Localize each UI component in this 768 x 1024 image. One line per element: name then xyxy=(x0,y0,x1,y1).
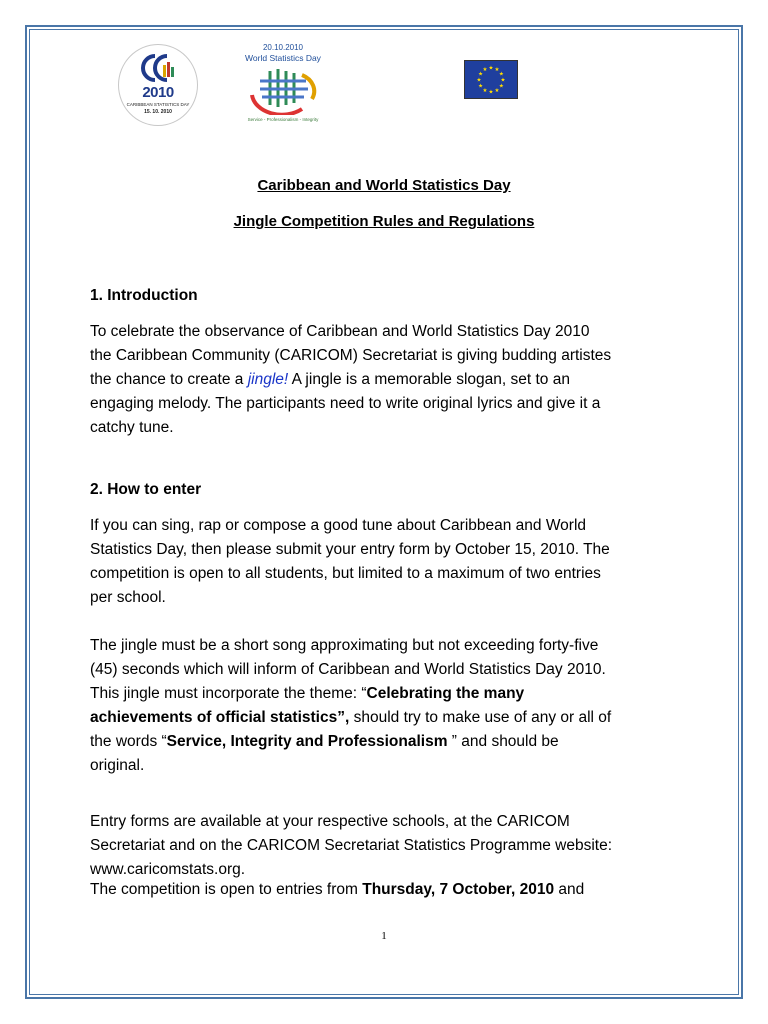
text-run: A jingle is a memorable slogan, set to an xyxy=(288,371,570,388)
paragraph-line: Statistics Day, then please submit your entry form by October 15, 2010. The xyxy=(90,541,610,558)
text-run: the words “ xyxy=(90,733,167,750)
paragraph-line: Secretariat and on the CARICOM Secretariat Statistics Programme website: xyxy=(90,837,613,854)
start-date-bold-text: Thursday, 7 October, 2010 xyxy=(362,881,555,898)
introduction-paragraph xyxy=(90,320,700,440)
paragraph-line: catchy tune. xyxy=(90,419,174,436)
document-subtitle: Jingle Competition Rules and Regulations xyxy=(233,213,535,230)
eu-star-icon: ★ xyxy=(488,65,494,72)
paragraph-line: competition is open to all students, but limited to a maximum of two entries xyxy=(90,565,601,582)
how-to-enter-paragraph-1 xyxy=(90,514,700,610)
wsd-logo-motto: Service - Professionalism - Integrity xyxy=(247,117,319,122)
how-to-enter-paragraph-2 xyxy=(90,634,700,778)
caricom-statistics-day-logo xyxy=(118,44,198,126)
theme-bold-text: achievements of official statistics”, xyxy=(90,709,350,726)
text-run: The competition is open to entries from xyxy=(90,881,363,898)
theme-bold-text: Celebrating the many xyxy=(366,685,525,702)
section-heading-introduction: 1. Introduction xyxy=(90,287,198,304)
cc-monogram-icon xyxy=(141,53,177,83)
paragraph-line xyxy=(90,878,700,902)
how-to-enter-paragraph-4 xyxy=(90,878,700,902)
paragraph-line: The jingle must be a short song approximating but not exceeding forty-five xyxy=(90,637,599,654)
text-run: the chance to create a xyxy=(90,371,248,388)
eu-star-icon: ★ xyxy=(478,71,484,78)
text-run: ” and should be xyxy=(447,733,559,750)
paragraph-line: If you can sing, rap or compose a good tune about Caribbean and World xyxy=(90,517,587,534)
keywords-bold-text: Service, Integrity and Professionalism xyxy=(166,733,448,750)
jingle-emphasis: jingle! xyxy=(247,371,289,388)
paragraph-line: the Caribbean Community (CARICOM) Secretariat is giving budding artistes xyxy=(90,347,612,364)
wsd-logo-date: 20.10.2010 xyxy=(262,43,304,52)
paragraph-line xyxy=(90,730,700,754)
text-run: and xyxy=(554,881,585,898)
wsd-emblem-icon xyxy=(242,65,324,115)
paragraph-line xyxy=(90,706,700,730)
paragraph-line: (45) seconds which will inform of Caribbean and World Statistics Day 2010. xyxy=(90,661,606,678)
how-to-enter-paragraph-3 xyxy=(90,810,700,882)
section-heading-how-to-enter: 2. How to enter xyxy=(90,481,202,498)
eu-star-icon: ★ xyxy=(494,87,500,94)
caricom-logo-subtitle: CARIBBEAN STATISTICS DAY xyxy=(126,102,190,107)
paragraph-line: per school. xyxy=(90,589,166,606)
paragraph-line: Entry forms are available at your respective schools, at the CARICOM xyxy=(90,813,570,830)
paragraph-line: www.caricomstats.org. xyxy=(90,861,246,878)
page-number: 1 xyxy=(381,930,387,942)
eu-star-icon: ★ xyxy=(498,71,504,78)
eu-star-icon: ★ xyxy=(482,87,488,94)
caricom-logo-date: 15. 10. 2010 xyxy=(144,109,172,115)
eu-star-icon: ★ xyxy=(478,83,484,90)
eu-star-icon: ★ xyxy=(494,67,500,74)
eu-flag-icon xyxy=(464,60,518,99)
document-title: Caribbean and World Statistics Day xyxy=(257,177,511,194)
paragraph-line xyxy=(90,368,700,392)
eu-star-icon: ★ xyxy=(482,67,488,74)
paragraph-line: To celebrate the observance of Caribbean and World Statistics Day 2010 xyxy=(90,323,590,340)
paragraph-line xyxy=(90,682,700,706)
wsd-logo-title: World Statistics Day xyxy=(245,53,321,63)
text-run: should try to make use of any or all of xyxy=(349,709,612,726)
paragraph-line: engaging melody. The participants need to write original lyrics and give it a xyxy=(90,395,601,412)
eu-star-icon: ★ xyxy=(488,89,494,96)
text-run: This jingle must incorporate the theme: “ xyxy=(90,685,367,702)
world-statistics-day-logo xyxy=(236,43,330,129)
eu-star-icon: ★ xyxy=(498,83,504,90)
caricom-logo-year: 2010 xyxy=(142,84,174,101)
paragraph-line: original. xyxy=(90,757,145,774)
eu-star-icon: ★ xyxy=(500,77,506,84)
eu-star-icon: ★ xyxy=(476,77,482,84)
